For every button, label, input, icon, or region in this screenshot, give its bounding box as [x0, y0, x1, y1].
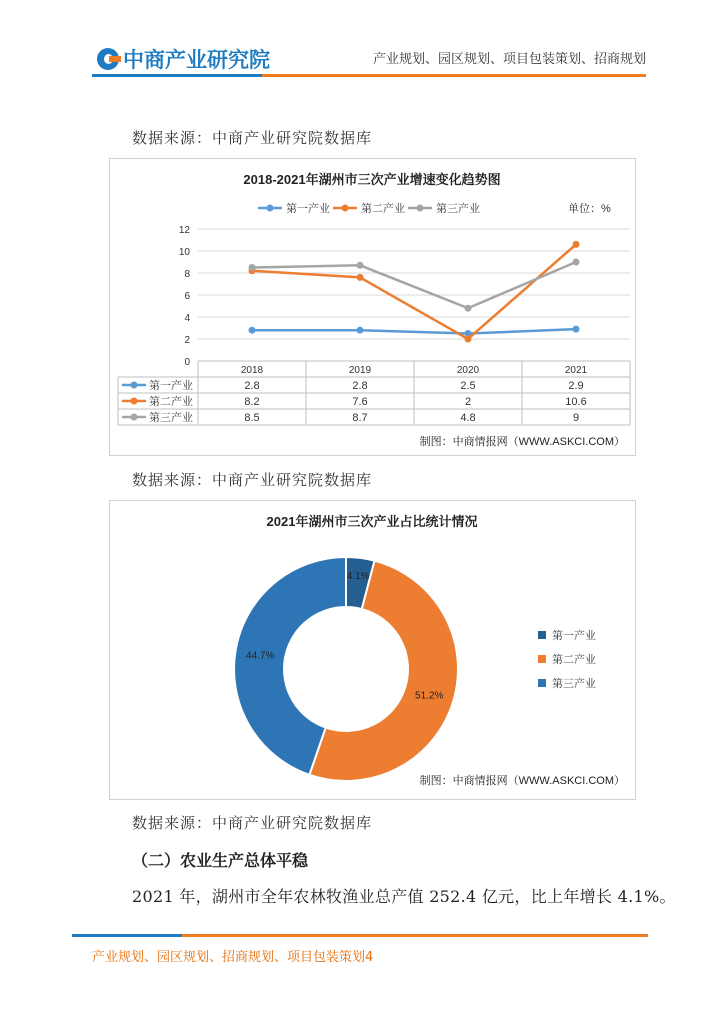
- source-note: 数据来源：中商产业研究院数据库: [132, 471, 373, 489]
- y-tick-label: 6: [184, 291, 190, 302]
- chart-credit: 制图：中商情报网（WWW.ASKCI.COM）: [419, 436, 625, 448]
- donut-chart: [110, 501, 635, 799]
- chart-title: 2021年湖州市三次产业占比统计情况: [266, 514, 478, 529]
- x-tick-label: 2021: [564, 365, 588, 376]
- x-tick-label: 2019: [348, 365, 372, 376]
- table-cell: 2.8: [352, 380, 368, 392]
- table-cell: 8.5: [244, 412, 260, 424]
- series-line: [252, 329, 576, 333]
- legend-swatch: [538, 679, 546, 687]
- legend-label: 第三产业: [552, 678, 596, 690]
- y-tick-label: 10: [178, 247, 190, 258]
- unit-label: 单位：%: [568, 203, 611, 215]
- series-line: [252, 262, 576, 308]
- table-cell: 7.6: [352, 396, 368, 408]
- chart-title: 2018-2021年湖州市三次产业增速变化趋势图: [243, 172, 501, 187]
- table-legend-marker: [131, 398, 138, 405]
- legend-label: 第一产业: [552, 630, 596, 642]
- section-heading: （二）农业生产总体平稳: [132, 851, 309, 870]
- data-point: [357, 327, 364, 334]
- table-cell: 2.9: [568, 380, 584, 392]
- table-cell: 9: [572, 412, 580, 424]
- header-tagline: 产业规划、园区规划、项目包装策划、招商规划: [372, 52, 646, 67]
- data-point: [573, 241, 580, 248]
- table-legend-marker: [131, 382, 138, 389]
- data-point: [465, 336, 472, 343]
- data-point: [357, 274, 364, 281]
- data-point: [573, 259, 580, 266]
- line-chart-panel: [109, 158, 636, 456]
- body-paragraph: 2021 年，湖州市全年农林牧渔业总产值 252.4 亿元，比上年增长 4.1%。: [132, 887, 676, 906]
- legend-label: 第二产业: [361, 203, 405, 215]
- legend-marker: [342, 205, 349, 212]
- footer-text: 产业规划、园区规划、招商规划、项目包装策划4: [92, 950, 374, 965]
- legend-label: 第二产业: [552, 654, 596, 666]
- source-note: 数据来源：中商产业研究院数据库: [132, 129, 373, 147]
- data-point: [573, 326, 580, 333]
- table-cell: 8.2: [244, 396, 260, 408]
- legend-marker: [417, 205, 424, 212]
- table-row-label: 第二产业: [149, 396, 193, 408]
- data-point: [357, 262, 364, 269]
- source-note: 数据来源：中商产业研究院数据库: [132, 814, 373, 832]
- legend-marker: [267, 205, 274, 212]
- data-point: [465, 305, 472, 312]
- chart-credit: 制图：中商情报网（WWW.ASKCI.COM）: [419, 775, 625, 787]
- series-line: [252, 244, 576, 339]
- table-cell: 2.8: [244, 380, 260, 392]
- table-cell: 8.7: [352, 412, 368, 424]
- table-cell: 2.5: [460, 380, 476, 392]
- legend-swatch: [538, 655, 546, 663]
- data-point: [249, 327, 256, 334]
- table-cell: 4.8: [460, 412, 476, 424]
- company-logo: [97, 44, 270, 74]
- table-legend-marker: [131, 414, 138, 421]
- header-divider-blue: [92, 74, 262, 77]
- x-tick-label: 2018: [240, 365, 264, 376]
- table-row-label: 第三产业: [149, 412, 193, 424]
- logo-text: 中商产业研究院: [123, 48, 270, 72]
- data-point: [249, 264, 256, 271]
- table-cell: 10.6: [565, 396, 587, 408]
- slice-label: 4.1%: [346, 570, 370, 582]
- y-tick-label: 4: [184, 313, 190, 324]
- table-row-label: 第一产业: [149, 380, 193, 392]
- footer-divider-orange: [182, 934, 648, 937]
- y-tick-label: 8: [184, 269, 190, 280]
- slice-label: 51.2%: [415, 690, 444, 702]
- table-cell: 2: [464, 396, 472, 408]
- line-chart: [110, 159, 635, 455]
- y-tick-label: 2: [184, 335, 190, 346]
- y-tick-label: 0: [184, 357, 190, 368]
- legend-label: 第一产业: [286, 203, 330, 215]
- legend-swatch: [538, 631, 546, 639]
- legend-label: 第三产业: [436, 203, 480, 215]
- x-tick-label: 2020: [456, 365, 480, 376]
- footer-divider-blue: [72, 934, 182, 937]
- logo-icon: [97, 48, 119, 70]
- slice-label: 44.7%: [246, 650, 275, 662]
- donut-chart-panel: [109, 500, 636, 800]
- header-divider-orange: [262, 74, 646, 77]
- y-tick-label: 12: [178, 225, 190, 236]
